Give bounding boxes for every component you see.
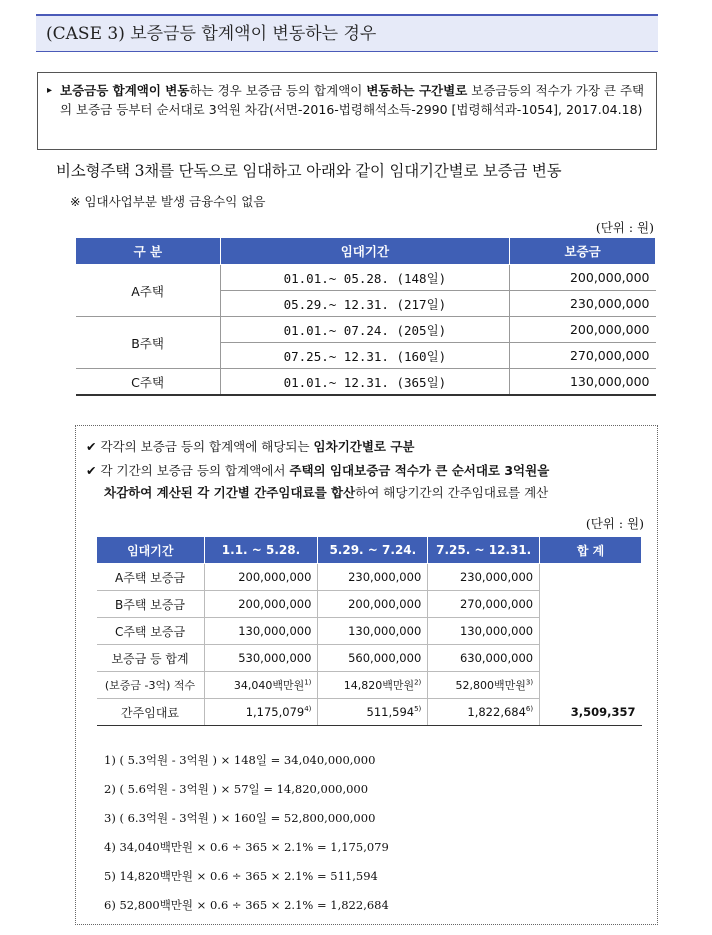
total-cell: 3,509,357: [540, 699, 642, 726]
amount-cell: 130,000,000: [510, 369, 656, 396]
period-cell: 01.01.~ 07.24. (205일): [220, 317, 509, 343]
table-row: [76, 265, 656, 291]
check-text: 각각의 보증금 등의 합계액에 해당되는: [100, 439, 314, 454]
table-row: [97, 591, 642, 618]
check-bold: 차감하여 계산된 각 기간별 간주임대료를 합산: [104, 485, 356, 500]
formula-line: 4) 34,040백만원 × 0.6 ÷ 365 × 2.1% = 1,175,079: [104, 840, 389, 854]
amount-cell: 230,000,000: [510, 291, 656, 317]
header-p1: 1.1. ~ 5.28.: [204, 537, 318, 564]
header-period: 임대기간: [97, 537, 205, 564]
check-bold: 주택의 임대보증금 적수가 큰 순서대로 3억원을: [289, 463, 550, 478]
note-bold-1: 보증금등 합계액이 변동: [60, 83, 190, 98]
period-cell: 07.25.~ 12.31. (160일): [220, 343, 509, 369]
value-cell: 230,000,000: [428, 564, 540, 591]
value-cell: 34,040백만원$^{1)}$: [204, 672, 318, 699]
house-name: A주택: [76, 265, 221, 317]
formula-line: 3) ( 6.3억원 - 3억원 ) × 160일 = 52,800,000,000: [104, 811, 376, 825]
table-row: [97, 699, 642, 726]
period-cell: 01.01.~ 05.28. (148일): [220, 265, 509, 291]
table-row: [97, 645, 642, 672]
value-cell: 560,000,000: [318, 645, 428, 672]
amount-cell: 200,000,000: [510, 265, 656, 291]
value-cell: 630,000,000: [428, 645, 540, 672]
row-label: 간주임대료: [97, 699, 205, 726]
case-title: (CASE 3) 보증금등 합계액이 변동하는 경우: [36, 14, 658, 52]
value-cell: 130,000,000: [428, 618, 540, 645]
table-row: [76, 317, 656, 343]
period-cell: 01.01.~ 12.31. (365일): [220, 369, 509, 396]
note-box: [37, 72, 657, 150]
value-cell: 530,000,000: [204, 645, 318, 672]
row-label: C주택 보증금: [97, 618, 205, 645]
check-icon: ✔: [86, 439, 97, 454]
deposit-table: [75, 237, 656, 396]
note-text-1: 하는 경우 보증금 등의 합계액이: [189, 83, 367, 98]
check-line-3: [104, 483, 548, 503]
check-text: 하여 해당기간의 간주임대료를 계산: [355, 485, 549, 500]
value-cell: 130,000,000: [318, 618, 428, 645]
check-icon: ✔: [86, 463, 97, 478]
value-cell: 52,800백만원$^{3)}$: [428, 672, 540, 699]
unit-label: (단위 : 원): [595, 220, 654, 235]
table-row: [97, 618, 642, 645]
row-label: (보증금 -3억) 적수: [97, 672, 205, 699]
unit-label: (단위 : 원): [585, 516, 644, 531]
note-bold-2: 변동하는 구간별로: [366, 83, 468, 98]
formula-line: 5) 14,820백만원 × 0.6 ÷ 365 × 2.1% = 511,594: [104, 869, 378, 883]
value-cell: 200,000,000: [204, 564, 318, 591]
row-label: 보증금 등 합계: [97, 645, 205, 672]
value-cell: 130,000,000: [204, 618, 318, 645]
value-cell: 511,594$^{5)}$: [318, 699, 428, 726]
check-text: 각 기간의 보증금 등의 합계액에서: [100, 463, 290, 478]
value-cell: 200,000,000: [204, 591, 318, 618]
row-label: A주택 보증금: [97, 564, 205, 591]
value-cell: 230,000,000: [318, 564, 428, 591]
check-bold: 임차기간별로 구분: [313, 439, 415, 454]
check-line-1: [86, 437, 415, 457]
table-row: [97, 564, 642, 591]
check-line-2: [86, 461, 549, 481]
value-cell: 1,822,684$^{6)}$: [428, 699, 540, 726]
bullet-icon: ▸: [47, 85, 53, 96]
value-cell: 14,820백만원$^{2)}$: [318, 672, 428, 699]
note-text-2: 보증금등의 적수가 가장 큰 주택의 보증금 등부터 순서대로 3억원 차감(서면-2016-법령해석소득-2990 [법령해석과-1054], 2017.04.18): [60, 83, 645, 117]
header-deposit: 보증금: [510, 238, 656, 265]
empty-cell: [540, 645, 642, 672]
calculation-table: [96, 536, 642, 726]
value-cell: 200,000,000: [318, 591, 428, 618]
header-category: 구 분: [76, 238, 221, 265]
value-cell: 1,175,079$^{4)}$: [204, 699, 318, 726]
empty-cell: [540, 564, 642, 591]
sub-note: ※ 임대사업부분 발생 금융수익 없음: [70, 194, 266, 209]
empty-cell: [540, 591, 642, 618]
row-label: B주택 보증금: [97, 591, 205, 618]
header-p2: 5.29. ~ 7.24.: [318, 537, 428, 564]
header-p3: 7.25. ~ 12.31.: [428, 537, 540, 564]
section-heading: 비소형주택 3채를 단독으로 임대하고 아래와 같이 임대기간별로 보증금 변동: [56, 162, 562, 180]
header-period: 임대기간: [220, 238, 509, 265]
period-cell: 05.29.~ 12.31. (217일): [220, 291, 509, 317]
amount-cell: 270,000,000: [510, 343, 656, 369]
house-name: C주택: [76, 369, 221, 396]
value-cell: 270,000,000: [428, 591, 540, 618]
empty-cell: [540, 618, 642, 645]
header-total: 합 계: [540, 537, 642, 564]
house-name: B주택: [76, 317, 221, 369]
formula-line: 2) ( 5.6억원 - 3억원 ) × 57일 = 14,820,000,000: [104, 782, 369, 796]
table-row: [97, 672, 642, 699]
table-row: [76, 369, 656, 396]
formula-line: 1) ( 5.3억원 - 3억원 ) × 148일 = 34,040,000,000: [104, 753, 376, 767]
formula-line: 6) 52,800백만원 × 0.6 ÷ 365 × 2.1% = 1,822,684: [104, 898, 389, 912]
amount-cell: 200,000,000: [510, 317, 656, 343]
empty-cell: [540, 672, 642, 699]
